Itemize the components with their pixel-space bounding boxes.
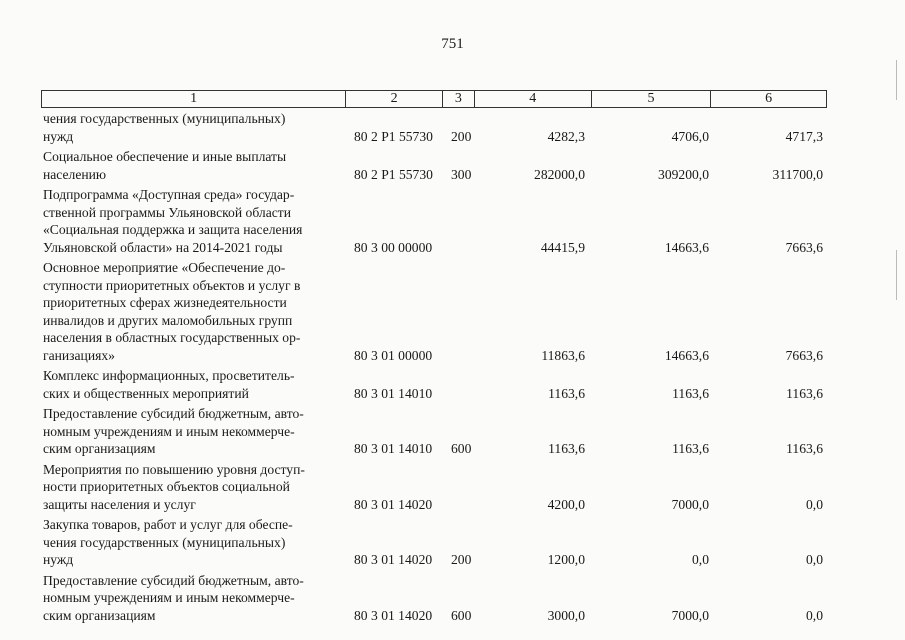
row-value-col-4: 282000,0 bbox=[534, 166, 585, 182]
row-name bbox=[43, 367, 344, 402]
table-row bbox=[43, 259, 833, 364]
row-name bbox=[43, 186, 344, 256]
row-name bbox=[43, 461, 344, 514]
row-name bbox=[43, 148, 344, 183]
row-value-col-5: 1163,6 bbox=[672, 441, 709, 456]
row-name-line: ских и общественных мероприятий bbox=[43, 385, 249, 401]
row-value-col-4: 3000,0 bbox=[547, 607, 585, 623]
row-value-col-6: 311700,0 bbox=[772, 166, 823, 182]
row-name-line: населению bbox=[43, 166, 107, 182]
table-row bbox=[43, 516, 833, 569]
row-value-col-4: 1200,0 bbox=[547, 552, 585, 567]
row-expense-type: 200 bbox=[451, 128, 472, 144]
row-name-line: ским организациям bbox=[43, 441, 156, 456]
row-name-line: Ульяновской области» на 2014-2021 годы bbox=[43, 239, 283, 255]
row-code: 80 3 01 14020 bbox=[354, 552, 433, 567]
table-row bbox=[43, 405, 833, 458]
row-value-col-4: 4282,3 bbox=[547, 128, 585, 144]
row-expense-type: 600 bbox=[451, 441, 472, 456]
row-name-line: ганизациях» bbox=[43, 347, 115, 363]
row-name-line: Предоставление субсидий бюджетным, авто- bbox=[43, 406, 304, 421]
row-name-line: приоритетных сферах жизнедеятельности bbox=[43, 295, 287, 310]
row-value-col-6: 1163,6 bbox=[786, 441, 823, 456]
header-col-5: 5 bbox=[592, 91, 712, 107]
row-value-col-4: 44415,9 bbox=[540, 239, 585, 255]
row-value-col-4: 1163,6 bbox=[548, 441, 585, 456]
row-value-col-5: 7000,0 bbox=[671, 607, 709, 623]
row-name-line: ским организациям bbox=[43, 607, 156, 623]
row-name-line: ности приоритетных объектов социальной bbox=[43, 479, 290, 494]
table-header bbox=[41, 90, 827, 108]
row-code: 80 3 01 00000 bbox=[354, 347, 433, 363]
row-code: 80 3 01 14020 bbox=[354, 607, 433, 623]
table-row bbox=[43, 148, 833, 183]
row-value-col-5: 14663,6 bbox=[664, 347, 709, 363]
table-body bbox=[43, 110, 833, 624]
row-code: 80 2 P1 55730 bbox=[354, 128, 433, 144]
row-value-col-4: 1163,6 bbox=[548, 385, 585, 401]
row-name-line: инвалидов и других маломобильных групп bbox=[43, 312, 293, 328]
table-row bbox=[43, 461, 833, 514]
row-value-col-6: 1163,6 bbox=[786, 385, 823, 401]
row-name-line: чения государственных (муниципальных) bbox=[43, 534, 286, 550]
row-value-col-5: 0,0 bbox=[692, 552, 709, 567]
row-name-line: чения государственных (муниципальных) bbox=[43, 111, 286, 126]
row-name-line: Предоставление субсидий бюджетным, авто- bbox=[43, 572, 304, 588]
table-row bbox=[43, 367, 833, 402]
row-value-col-6: 4717,3 bbox=[785, 128, 823, 144]
row-name bbox=[43, 405, 344, 458]
row-name-line: нужд bbox=[43, 552, 74, 567]
row-name-line: нужд bbox=[43, 128, 74, 144]
row-name-line: ступности приоритетных объектов и услуг в bbox=[43, 277, 301, 293]
row-value-col-6: 7663,6 bbox=[785, 347, 823, 363]
row-name bbox=[43, 516, 344, 569]
row-name-line: ственной программы Ульяновской области bbox=[43, 204, 291, 220]
row-value-col-5: 1163,6 bbox=[672, 385, 709, 401]
header-col-1: 1 bbox=[42, 91, 346, 107]
row-expense-type: 200 bbox=[451, 552, 472, 567]
row-name-line: Подпрограмма «Доступная среда» государ- bbox=[43, 187, 295, 202]
header-col-3: 3 bbox=[443, 91, 475, 107]
scan-artifact bbox=[896, 60, 897, 100]
row-value-col-6: 7663,6 bbox=[785, 239, 823, 255]
row-expense-type: 600 bbox=[451, 607, 472, 623]
row-value-col-6: 0,0 bbox=[806, 552, 823, 567]
header-col-2: 2 bbox=[346, 91, 443, 107]
table-row bbox=[43, 110, 833, 145]
row-expense-type: 300 bbox=[451, 166, 472, 182]
row-value-col-5: 14663,6 bbox=[664, 239, 709, 255]
row-code: 80 3 01 14010 bbox=[354, 441, 433, 456]
row-name-line: Комплекс информационных, просветитель- bbox=[43, 368, 295, 383]
row-value-col-4: 4200,0 bbox=[547, 496, 585, 512]
row-value-col-5: 309200,0 bbox=[658, 166, 709, 182]
row-value-col-6: 0,0 bbox=[806, 607, 823, 623]
scan-artifact bbox=[896, 250, 897, 300]
row-name-line: Социальное обеспечение и иные выплаты bbox=[43, 149, 287, 164]
table-row bbox=[43, 186, 833, 256]
row-value-col-4: 11863,6 bbox=[541, 347, 585, 363]
header-col-6: 6 bbox=[765, 91, 773, 106]
row-name-line: Закупка товаров, работ и услуг для обеспе- bbox=[43, 517, 293, 532]
row-name-line: Основное мероприятие «Обеспечение до- bbox=[43, 260, 286, 275]
row-name bbox=[43, 572, 344, 625]
row-code: 80 3 00 00000 bbox=[354, 239, 433, 255]
row-name-line: «Социальная поддержка и защита населения bbox=[43, 222, 303, 237]
page-number: 751 bbox=[441, 36, 464, 52]
table-row bbox=[43, 572, 833, 625]
row-name-line: Мероприятия по повышению уровня доступ- bbox=[43, 461, 305, 477]
row-name-line: номным учреждениям и иным некоммерче- bbox=[43, 590, 295, 605]
header-col-4: 4 bbox=[475, 91, 592, 107]
row-value-col-6: 0,0 bbox=[806, 496, 823, 512]
row-value-col-5: 7000,0 bbox=[671, 496, 709, 512]
row-name bbox=[43, 110, 344, 145]
row-name-line: номным учреждениям и иным некоммерче- bbox=[43, 423, 295, 439]
row-name-line: защиты населения и услуг bbox=[43, 496, 196, 512]
row-code: 80 2 P1 55730 bbox=[354, 166, 433, 182]
row-name-line: населения в областных государственных ор- bbox=[43, 330, 301, 345]
row-name bbox=[43, 259, 344, 364]
row-code: 80 3 01 14010 bbox=[354, 385, 433, 401]
row-code: 80 3 01 14020 bbox=[354, 496, 433, 512]
row-value-col-5: 4706,0 bbox=[671, 128, 709, 144]
